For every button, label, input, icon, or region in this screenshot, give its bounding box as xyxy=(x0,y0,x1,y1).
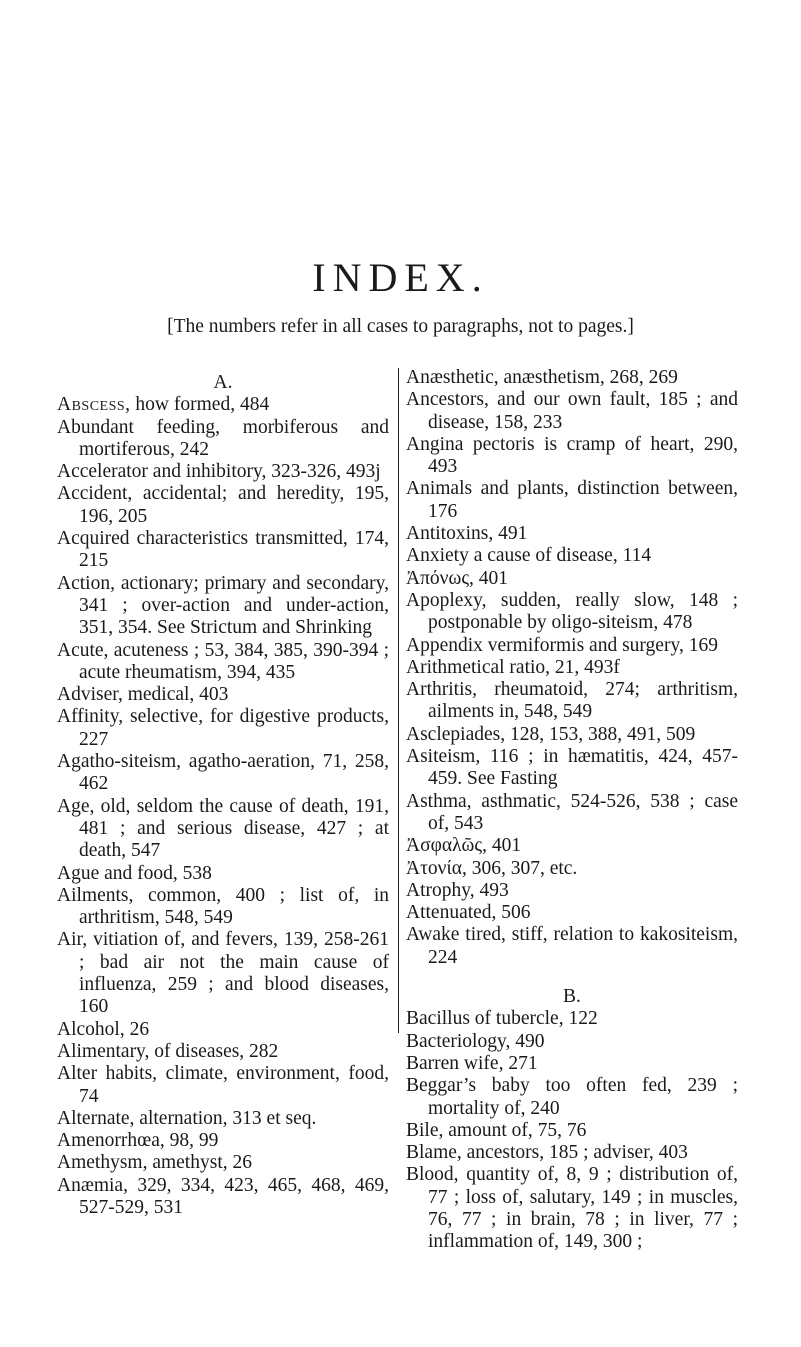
index-entry: Anæmia, 329, 334, 423, 465, 468, 469, 527-529, 531 xyxy=(57,1174,389,1218)
index-entry: Attenuated, 506 xyxy=(406,902,531,924)
index-entry: Apoplexy, sudden, really slow, 148 ; postponable by oligo-siteism, 478 xyxy=(406,589,738,634)
index-entry: Bile, amount of, 75, 76 xyxy=(406,1119,587,1141)
index-entry: Barren wife, 271 xyxy=(406,1052,538,1074)
index-entry: Acute, acuteness ; 53, 384, 385, 390-394 ; acute rheumatism, 394, 435 xyxy=(57,639,389,683)
index-entry: Air, vitiation of, and fevers, 139, 258-261 ; bad air not the main cause of influenza, 259 ; and blood diseases, 160 xyxy=(57,929,389,1018)
index-entry xyxy=(57,394,389,416)
index-entry: Age, old, seldom the cause of death, 191, 481 ; and serious disease, 427 ; at death, 547 xyxy=(57,795,389,862)
index-entry: Ancestors, and our own fault, 185 ; and disease, 158, 233 xyxy=(406,389,738,433)
index-entry: Bacillus of tubercle, 122 xyxy=(406,1008,598,1030)
index-note: [The numbers refer in all cases to paragraphs, not to pages.] xyxy=(167,316,634,337)
page-title: INDEX. xyxy=(312,255,489,300)
index-entry: Acquired characteristics transmitted, 174, 215 xyxy=(57,528,389,572)
index-entry: Affinity, selective, for digestive products, 227 xyxy=(57,706,389,750)
index-entry: Alimentary, of diseases, 282 xyxy=(57,1040,279,1062)
section-letter-b: B. xyxy=(563,986,581,1008)
entry-rest: how formed, 484 xyxy=(130,394,270,416)
index-entry: Anæsthetic, anæsthetism, 268, 269 xyxy=(406,367,678,388)
index-entry: Blame, ancestors, 185 ; adviser, 403 xyxy=(406,1142,688,1164)
column-divider xyxy=(398,368,399,1033)
index-entry: Amethysm, amethyst, 26 xyxy=(57,1152,252,1174)
index-entry: Asiteism, 116 ; in hæmatitis, 424, 457-459. See Fasting xyxy=(406,746,738,790)
section-letter-a: A. xyxy=(213,372,233,393)
index-entry: Ἀτονία, 306, 307, etc. xyxy=(406,857,578,879)
index-entry: Alcohol, 26 xyxy=(57,1018,150,1040)
index-entry: Ἀσφαλῶς, 401 xyxy=(406,835,522,857)
index-entry: Atrophy, 493 xyxy=(406,879,509,901)
right-column xyxy=(406,367,738,1254)
index-entry: Alter habits, climate, environment, food, 74 xyxy=(57,1063,389,1107)
index-entry: Antitoxins, 491 xyxy=(406,523,528,545)
index-entry: Ἀπόνως, 401 xyxy=(406,567,509,589)
index-entry: Accident, accidental; and heredity, 195, 196, 205 xyxy=(57,483,389,527)
index-entry: Awake tired, stiff, relation to kakositeism, 224 xyxy=(406,924,738,968)
index-entry: Ague and food, 538 xyxy=(57,862,212,884)
index-entry: Asclepiades, 128, 153, 388, 491, 509 xyxy=(406,723,696,745)
index-entry: Amenorrhœa, 98, 99 xyxy=(57,1130,219,1152)
index-entry: Agatho-siteism, agatho-aeration, 71, 258, 462 xyxy=(57,751,389,795)
index-entry: Abundant feeding, morbiferous and mortiferous, 242 xyxy=(57,416,389,460)
index-entry: Adviser, medical, 403 xyxy=(57,684,229,706)
index-entry: Appendix vermiformis and surgery, 169 xyxy=(406,634,718,656)
index-entry: Action, actionary; primary and secondary, 341 ; over-action and under-action, 351, 354. See Strictum and Shrinking xyxy=(57,572,389,639)
entry-head: Abscess, xyxy=(57,394,131,416)
index-entry: Blood, quantity of, 8, 9 ; distribution of, 77 ; loss of, salutary, 149 ; in muscles, 76, 77 ; in brain, 78 ; in liver, 77 ; inflammation of, 149, 300 ; xyxy=(406,1164,738,1253)
index-entry: Bacteriology, 490 xyxy=(406,1030,545,1052)
index-entry: Accelerator and inhibitory, 323-326, 493j xyxy=(57,461,381,483)
index-entry: Arithmetical ratio, 21, 493f xyxy=(406,656,620,678)
index-entry: Animals and plants, distinction between, 176 xyxy=(406,478,738,522)
index-entry: Beggar’s baby too often fed, 239 ; mortality of, 240 xyxy=(406,1075,738,1119)
index-entry: Arthritis, rheumatoid, 274; arthritism, ailments in, 548, 549 xyxy=(406,679,738,723)
left-column xyxy=(57,372,389,1219)
index-entry: Alternate, alternation, 313 et seq. xyxy=(57,1107,317,1129)
index-entry: Anxiety a cause of disease, 114 xyxy=(406,545,652,567)
index-entry: Ailments, common, 400 ; list of, in arthritism, 548, 549 xyxy=(57,884,389,929)
index-entry: Asthma, asthmatic, 524-526, 538 ; case of, 543 xyxy=(406,790,738,834)
index-entry: Angina pectoris is cramp of heart, 290, 493 xyxy=(406,433,738,478)
